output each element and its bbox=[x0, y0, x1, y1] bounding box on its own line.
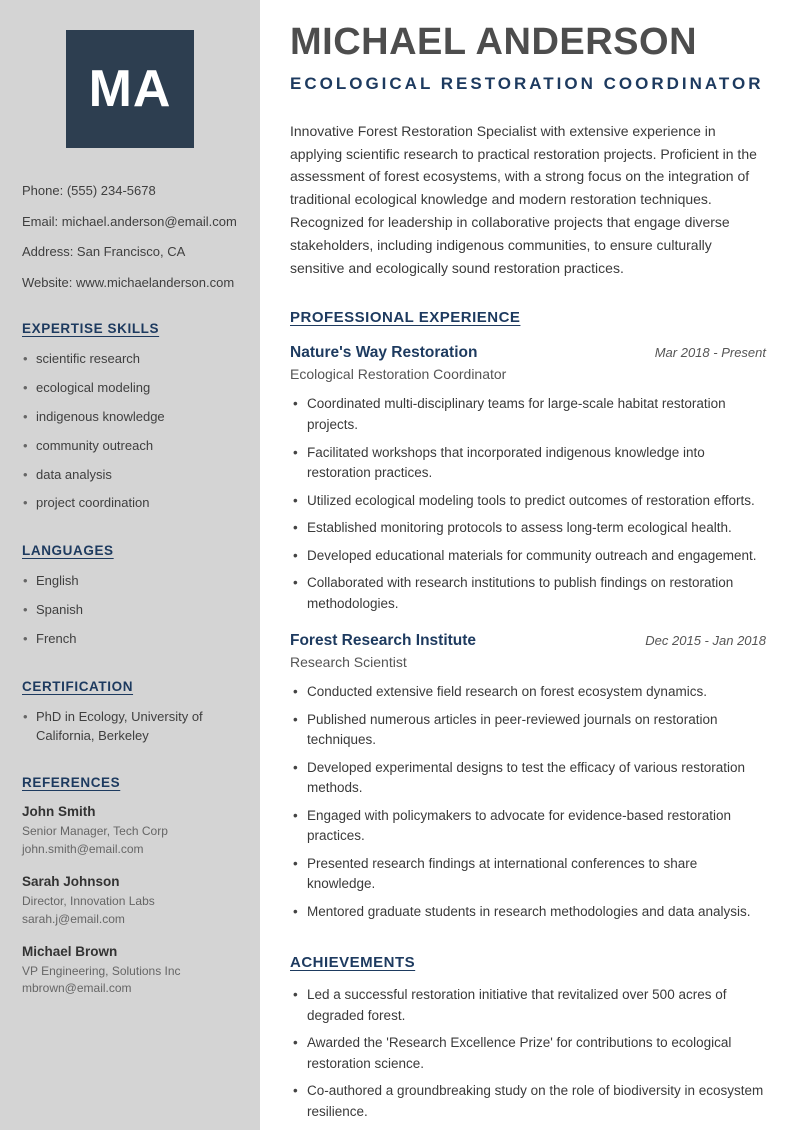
reference-entry bbox=[22, 804, 238, 858]
reference-email: mbrown@email.com bbox=[22, 981, 132, 996]
skill-item: • indigenous knowledge bbox=[22, 408, 238, 427]
expertise-list bbox=[22, 350, 238, 513]
job-header bbox=[290, 344, 766, 362]
summary-paragraph: Innovative Forest Restoration Specialist with extensive experience in applying scientific research to practical restoration projects. Proficient in the assessment of forest ecosystems, with a strong focus on the integration of traditional ecological knowledge and modern restoration techniques. Recognized for leadership in collaborative projects that engage diverse stakeholders, including indigenous communities, to ensure culturally sensitive and ecologically sound restoration practices. bbox=[290, 122, 757, 276]
company-name: Forest Research Institute bbox=[290, 632, 477, 650]
person-job-title: ECOLOGICAL RESTORATION COORDINATOR bbox=[290, 73, 764, 93]
contact-block bbox=[22, 182, 238, 291]
contact-phone: Phone: (555) 234-5678 bbox=[22, 183, 156, 198]
monogram-badge bbox=[66, 30, 194, 148]
languages-section bbox=[22, 543, 238, 649]
contact-email: Email: michael.anderson@email.com bbox=[22, 213, 237, 229]
job-dates: Dec 2015 - Jan 2018 bbox=[645, 633, 766, 649]
job-bullet: • Collaborated with research institutions to publish findings on restoration methodologies. bbox=[290, 573, 766, 614]
job-entry bbox=[290, 632, 766, 922]
job-bullet: • Developed educational materials for community outreach and engagement. bbox=[290, 546, 766, 567]
job-entry bbox=[290, 344, 766, 614]
sidebar bbox=[0, 0, 260, 1130]
references-heading: REFERENCES bbox=[22, 775, 121, 791]
language-item: • English bbox=[22, 572, 238, 591]
job-bullet: • Engaged with policymakers to advocate for evidence-based restoration practices. bbox=[290, 806, 766, 847]
achievements-list bbox=[290, 985, 766, 1122]
language-item: • Spanish bbox=[22, 601, 238, 620]
job-bullet: • Mentored graduate students in research methodologies and data analysis. bbox=[290, 902, 766, 923]
certification-list bbox=[22, 708, 238, 746]
language-item: • French bbox=[22, 630, 238, 649]
languages-heading: LANGUAGES bbox=[22, 543, 114, 559]
skill-item: • community outreach bbox=[22, 437, 238, 456]
main-column bbox=[260, 0, 800, 1130]
reference-name: Sarah Johnson bbox=[22, 874, 120, 890]
reference-name: Michael Brown bbox=[22, 944, 118, 960]
job-header bbox=[290, 632, 766, 650]
person-name: MICHAEL ANDERSON bbox=[290, 21, 698, 63]
skill-item: • project coordination bbox=[22, 494, 238, 513]
job-bullet: • Published numerous articles in peer-reviewed journals on restoration techniques. bbox=[290, 710, 766, 751]
achievement-item: • Co-authored a groundbreaking study on the role of biodiversity in ecosystem resilience. bbox=[290, 1081, 766, 1122]
achievement-item: • Awarded the 'Research Excellence Prize' for contributions to ecological restoration science. bbox=[290, 1033, 766, 1074]
skill-item: • data analysis bbox=[22, 466, 238, 485]
job-bullet: • Facilitated workshops that incorporated indigenous knowledge into restoration practices. bbox=[290, 443, 766, 484]
experience-heading: PROFESSIONAL EXPERIENCE bbox=[290, 309, 521, 327]
certification-section bbox=[22, 679, 238, 746]
company-name: Nature's Way Restoration bbox=[290, 344, 478, 362]
expertise-section bbox=[22, 321, 238, 513]
certification-item: • PhD in Ecology, University of California, Berkeley bbox=[22, 708, 238, 746]
reference-entry bbox=[22, 874, 238, 928]
monogram-initials: MA bbox=[88, 60, 172, 118]
job-role: Research Scientist bbox=[290, 654, 407, 671]
job-bullet: • Presented research findings at international conferences to share knowledge. bbox=[290, 854, 766, 895]
job-bullet-list bbox=[290, 682, 766, 922]
achievements-section bbox=[290, 954, 766, 1122]
job-bullet-list bbox=[290, 394, 766, 614]
job-role: Ecological Restoration Coordinator bbox=[290, 366, 507, 383]
languages-list bbox=[22, 572, 238, 649]
expertise-heading: EXPERTISE SKILLS bbox=[22, 321, 160, 337]
job-bullet: • Utilized ecological modeling tools to predict outcomes of restoration efforts. bbox=[290, 491, 766, 512]
contact-website: Website: www.michaelanderson.com bbox=[22, 274, 235, 290]
job-bullet: • Conducted extensive field research on forest ecosystem dynamics. bbox=[290, 682, 766, 703]
reference-name: John Smith bbox=[22, 804, 96, 820]
references-section bbox=[22, 775, 238, 997]
reference-role: Director, Innovation Labs bbox=[22, 894, 155, 909]
reference-role: Senior Manager, Tech Corp bbox=[22, 824, 168, 839]
job-bullet: • Coordinated multi-disciplinary teams for large-scale habitat restoration projects. bbox=[290, 394, 766, 435]
experience-section bbox=[290, 309, 766, 922]
job-bullet: • Developed experimental designs to test the efficacy of various restoration methods. bbox=[290, 758, 766, 799]
reference-role: VP Engineering, Solutions Inc bbox=[22, 964, 181, 979]
achievements-heading: ACHIEVEMENTS bbox=[290, 954, 416, 972]
reference-email: john.smith@email.com bbox=[22, 841, 144, 856]
reference-entry bbox=[22, 944, 238, 998]
job-dates: Mar 2018 - Present bbox=[654, 345, 766, 361]
certification-heading: CERTIFICATION bbox=[22, 678, 134, 694]
reference-email: sarah.j@email.com bbox=[22, 911, 125, 926]
contact-address: Address: San Francisco, CA bbox=[22, 244, 186, 260]
skill-item: • ecological modeling bbox=[22, 379, 238, 398]
skill-item: • scientific research bbox=[22, 350, 238, 369]
job-bullet: • Established monitoring protocols to assess long-term ecological health. bbox=[290, 518, 766, 539]
achievement-item: • Led a successful restoration initiative that revitalized over 500 acres of degraded forest. bbox=[290, 985, 766, 1026]
